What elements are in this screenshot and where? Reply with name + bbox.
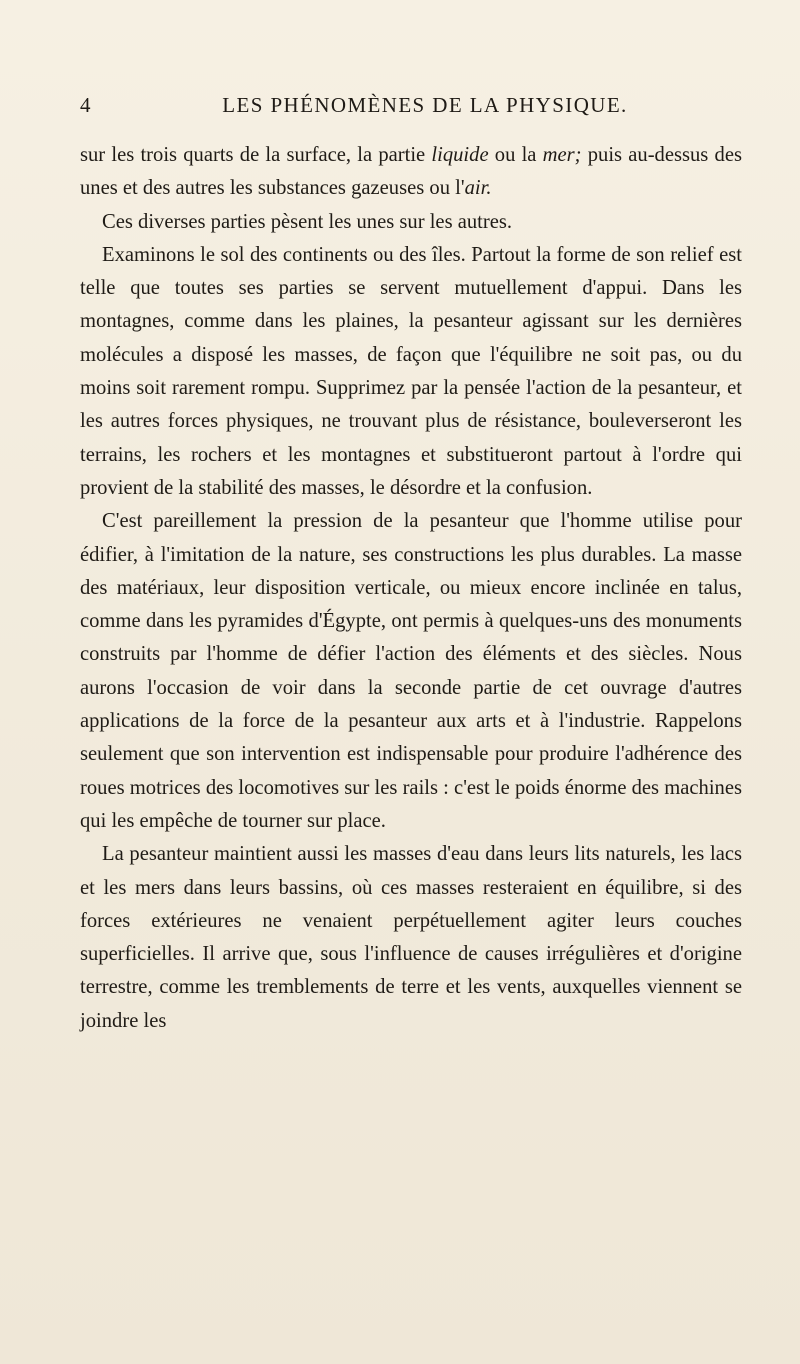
paragraph-2: Ces diverses parties pèsent les unes sur les autres.: [102, 210, 513, 233]
running-header: [80, 93, 740, 123]
paragraph-1: [80, 139, 742, 206]
italic-term-air: air.: [464, 177, 492, 200]
page-number: 4: [80, 93, 92, 117]
paragraph-4: C'est pareillement la pression de la pesanteur que l'homme utilise pour édifier, à l'imitation de la nature, ses constructions les plus durables. La masse des matériaux, leur disposition verticale, ou mieux encore inclinée en talus, comme dans les pyramides d'Égypte, ont permis à quelques-uns des monuments construits par l'homme de défier l'action des éléments et des siècles. Nous aurons l'occasion de voir dans la seconde partie de cet ouvrage d'autres applications de la force de la pesanteur aux arts et à l'industrie. Rappelons seulement que son intervention est indispensable pour produire l'adhérence des roues motrices des locomotives sur les rails : c'est le poids énorme des machines qui les empêche de tourner sur place.: [80, 510, 742, 832]
italic-term-mer: mer;: [542, 144, 582, 166]
running-title: LES PHÉNOMÈNES DE LA PHYSIQUE.: [222, 93, 628, 117]
text-run: sur les trois quarts de la surface, la partie: [80, 144, 432, 166]
text-run: ou la: [488, 144, 543, 166]
italic-term-liquide: liquide: [431, 144, 489, 166]
body-text: [80, 139, 742, 1038]
text-run: puis au-dessus des unes et des autres les substances gazeuses ou l': [80, 144, 742, 200]
paragraph-3: Examinons le sol des continents ou des îles. Partout la forme de son relief est telle que toutes ses parties se servent mutuellement d'appui. Dans les montagnes, comme dans les plaines, la pesanteur agissant sur les dernières molécules a disposé les masses, de façon que l'équilibre ne soit pas, ou du moins soit rarement rompu. Supprimez par la pensée l'action de la pesanteur, et les autres forces physiques, ne trouvant plus de résistance, bouleverseront les terrains, les rochers et les montagnes et substitueront partout à l'ordre qui provient de la stabilité des masses, le désordre et la confusion.: [80, 243, 742, 499]
paragraph-5: La pesanteur maintient aussi les masses d'eau dans leurs lits naturels, les lacs et les mers dans leurs bassins, où ces masses resteraient en équilibre, si des forces extérieures ne venaient perpétuellement agiter leurs couches superficielles. Il arrive que, sous l'influence de causes irrégulières et d'origine terrestre, comme les tremblements de terre et les vents, auxquelles viennent se joindre les: [80, 843, 742, 1032]
